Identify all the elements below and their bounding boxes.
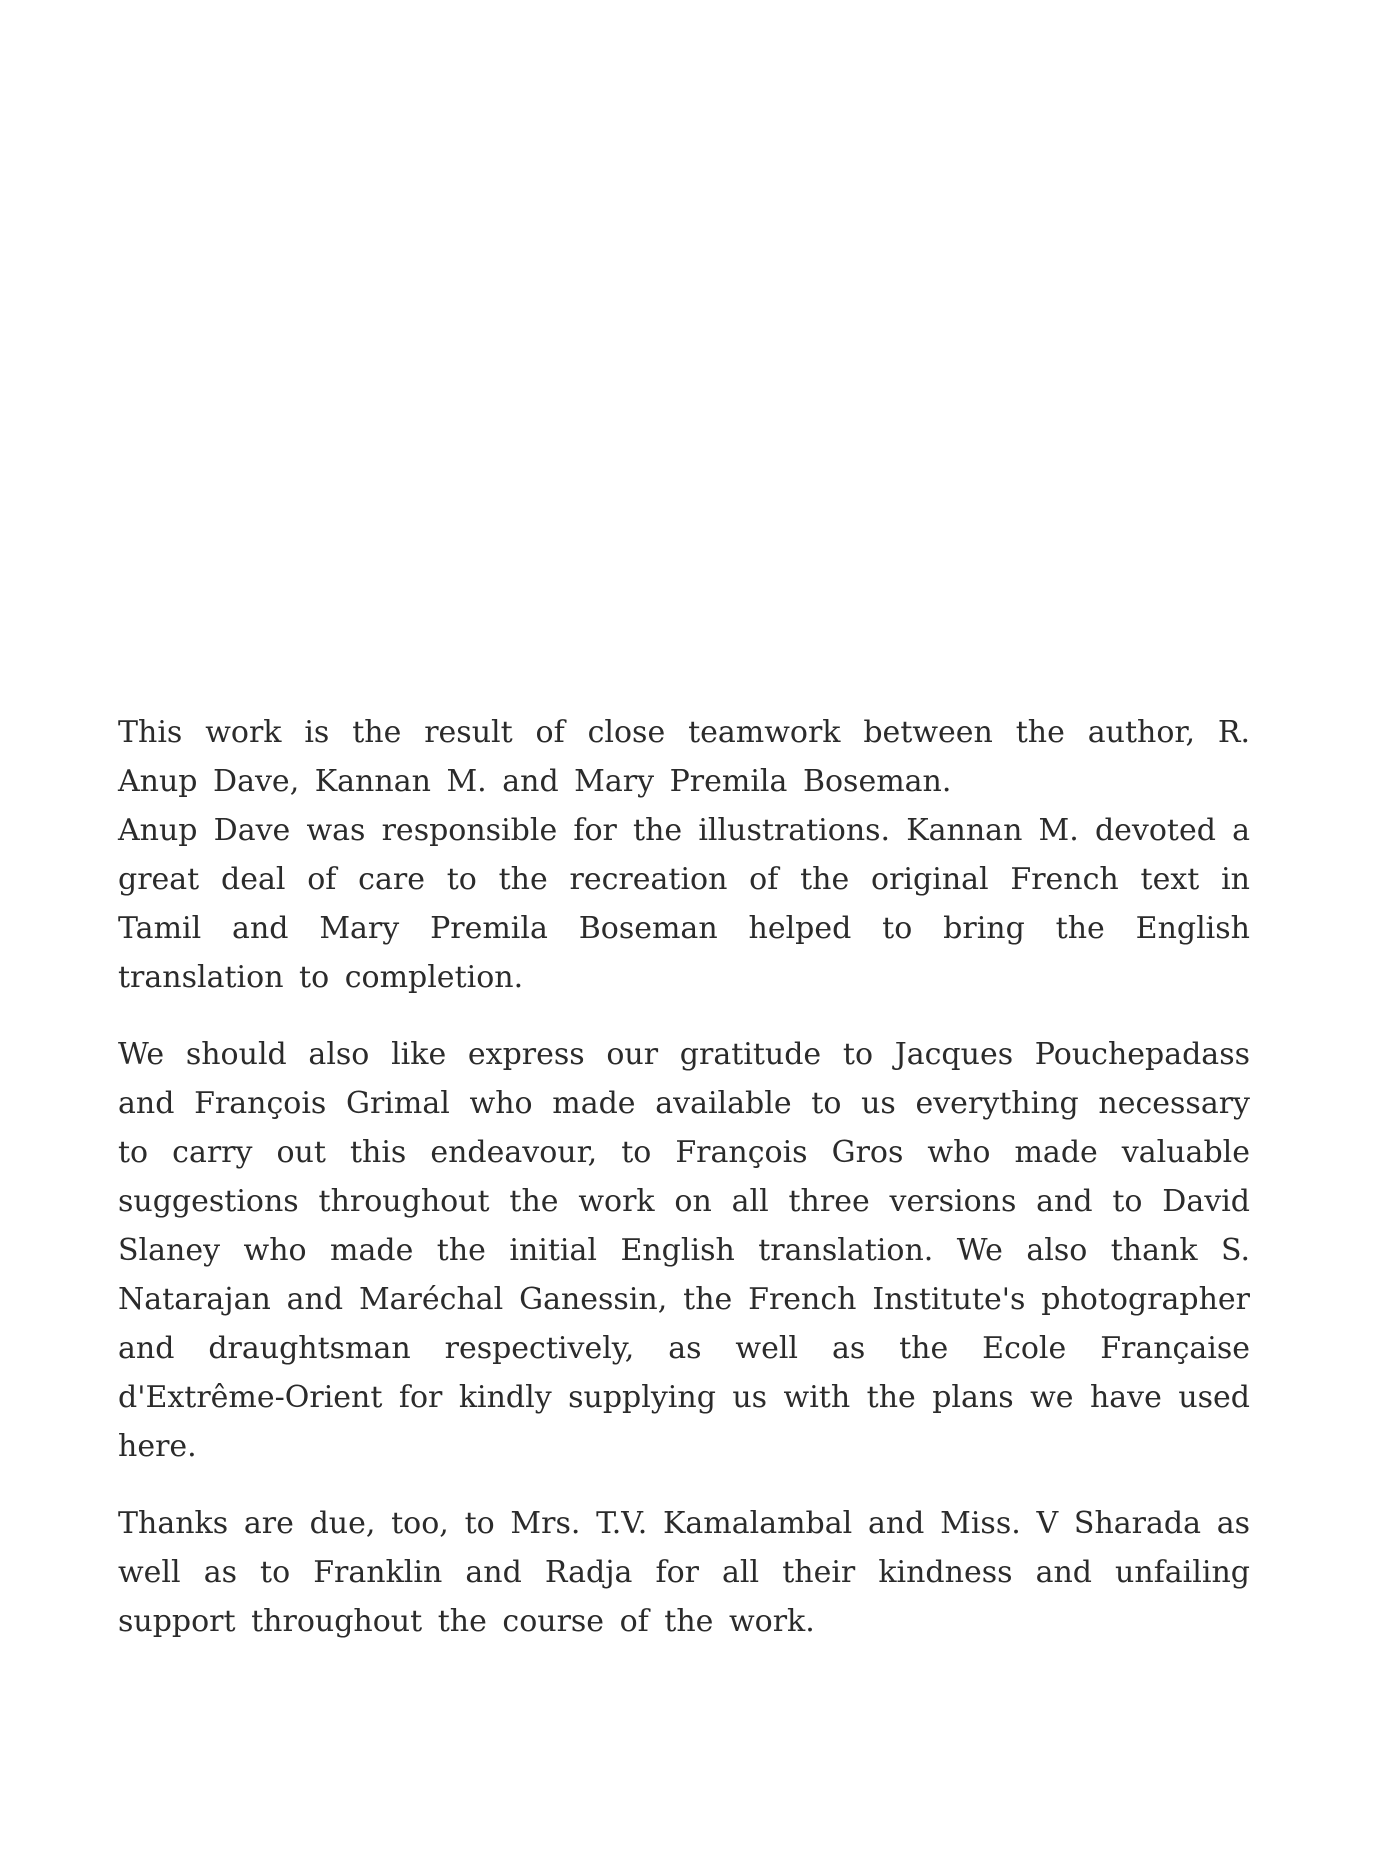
paragraph-contributions: Anup Dave was responsible for the illustrations. Kannan M. devoted a great deal of care to the recreation of the original French text in Tamil and Mary Premila Boseman helped to bring the English translation to completion.	[118, 813, 1250, 995]
paragraph-thanks: Thanks are due, too, to Mrs. T.V. Kamalambal and Miss. V Sharada as well as to Franklin and Radja for all their kindness and unfailing support throughout the course of the work.	[118, 1506, 1250, 1639]
acknowledgements-text	[118, 708, 1250, 1646]
paragraph-teamwork: This work is the result of close teamwork between the author, R. Anup Dave, Kannan M. and Mary Premila Boseman.	[118, 715, 1250, 799]
paragraph-gratitude: We should also like express our gratitude to Jacques Pouchepadass and François Grimal who made available to us everything necessary to carry out this endeavour, to François Gros who made valuable suggestions throughout the work on all three versions and to David Slaney who made the initial English translation. We also thank S. Natarajan and Maréchal Ganessin, the French Institute's photographer and draughtsman respectively, as well as the Ecole Française d'Extrême-Orient for kindly supplying us with the plans we have used here.	[118, 1037, 1250, 1464]
